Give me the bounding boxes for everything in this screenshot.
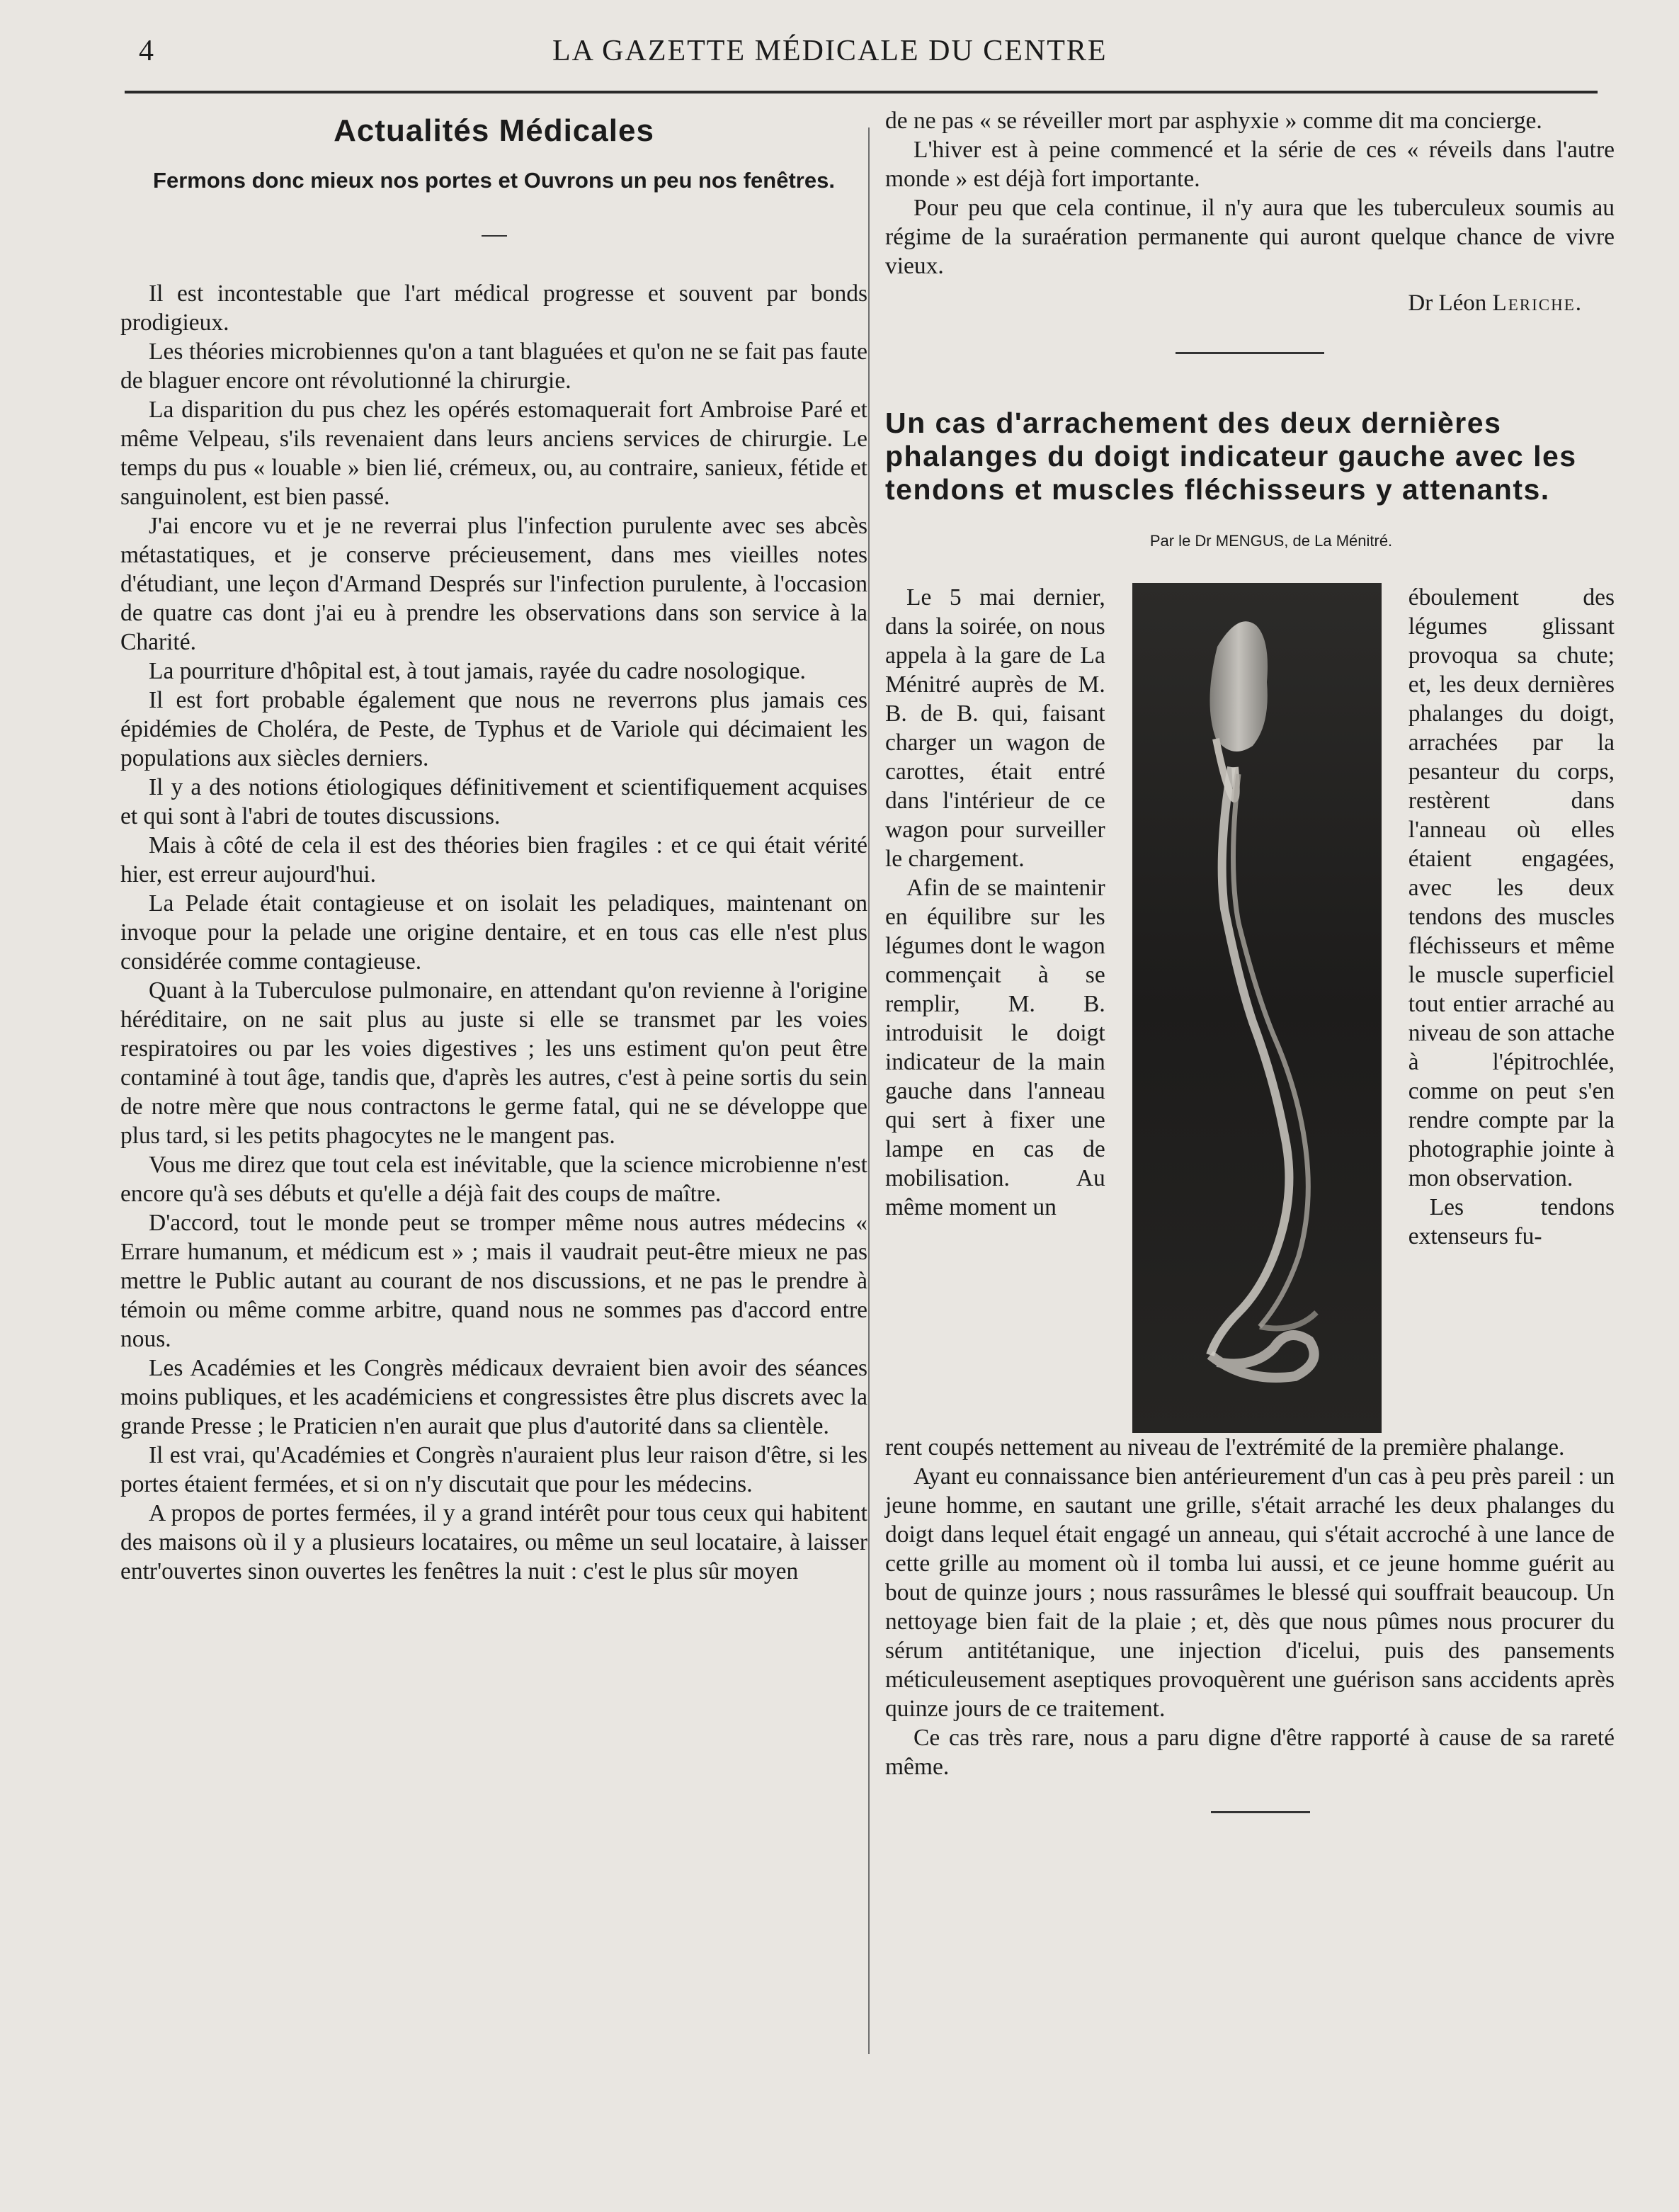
paragraph: Vous me direz que tout cela est inévitable, que la science microbienne n'est encore qu'à ses débuts et qu'elle a déjà fait des coups de maître.: [120, 1152, 867, 1207]
continued-article: [885, 106, 1615, 280]
article-title: Un cas d'arrachement des deux dernières phalanges du doigt indicateur gauche avec les tendons et muscles fléchisseurs y attenants.: [885, 407, 1577, 506]
paragraph: A propos de portes fermées, il y a grand intérêt pour tous ceux qui habitent des maisons où il y a plusieurs locataires, ou même un seul locataire, à laisser entr'ouvertes sinon ouvertes les fenêtres la nuit : c'est le plus sûr moyen: [120, 1500, 867, 1584]
paragraph: Ce cas très rare, nous a paru digne d'être rapporté à cause de sa rareté même.: [885, 1725, 1615, 1780]
paragraph: La disparition du pus chez les opérés estomaquerait fort Ambroise Paré et même Velpeau, s'ils revenaient dans leurs anciens services de chirurgie. Le temps du pus « louable » bien lié, crémeux, ou, au contraire, sanieux, fétide et sanguinolent, est bien passé.: [120, 397, 867, 510]
signature-prefix: Dr Léon: [1408, 290, 1487, 316]
paragraph: Les théories microbiennes qu'on a tant blaguées et qu'on ne se fait pas faute de blaguer encore ont révolutionné la chirurgie.: [120, 339, 867, 394]
section-title: Actualités Médicales: [334, 113, 654, 148]
paragraph: Ayant eu connaissance bien antérieurement d'un cas à peu près pareil : un jeune homme, en sautant une grille, s'était arraché les deux phalanges du doigt dans lequel était engagé un anneau, qui s'était accroché à une lance de cette grille au moment où il tomba lui aussi, et ce jeune homme guérit au bout de quinze jours ; nous rassurâmes le blessé qui souffrait beaucoup. Un nettoyage bien fait de la plaie ; et, dès que nous pûmes nous procurer du sérum antitétanique, une injection d'icelui, puis des pansements méticuleusement aseptiques provoquèrent une guérison sans accidents après quinze jours de ce traitement.: [885, 1463, 1615, 1722]
text-left-of-photo: [885, 583, 1105, 1433]
paragraph: Le 5 mai dernier, dans la soirée, on nous appela à la gare de La Ménitré auprès de M. B. de B. qui, faisant charger un wagon de carottes, était entré dans l'intérieur de ce wagon pour surveiller le chargement.: [885, 584, 1105, 872]
paragraph: Il est incontestable que l'art médical progresse et souvent par bonds prodigieux.: [120, 280, 867, 336]
header-rule: [125, 91, 1598, 93]
paragraph: Mais à côté de cela il est des théories bien fragiles : et ce qui était vérité hier, est erreur aujourd'hui.: [120, 832, 867, 887]
separator-rule: [1176, 352, 1324, 354]
paragraph: La pourriture d'hôpital est, à tout jamais, rayée du cadre nosologique.: [149, 658, 806, 684]
paragraph: Les Académies et les Congrès médicaux devraient bien avoir des séances moins publiques, et les académiciens et congressistes être plus discrets avec la grande Presse ; le Praticien n'en aurait que plus d'autorité dans sa clientèle.: [120, 1355, 867, 1439]
signature-name: Leriche.: [1492, 290, 1583, 316]
left-column: [120, 113, 867, 1586]
paragraph: Il y a des notions étiologiques définitivement et scientifiquement acquises et qui sont à l'abri de toutes discussions.: [120, 774, 867, 829]
column-divider: [868, 127, 870, 2054]
paragraph: Pour peu que cela continue, il n'y aura que les tuberculeux soumis au régime de la suraération permanente qui auront quelque chance de vivre vieux.: [885, 195, 1615, 279]
paragraph: rent coupés nettement au niveau de l'extrémité de la première phalange.: [885, 1434, 1565, 1461]
specimen-photograph: [1132, 583, 1382, 1433]
paragraph: J'ai encore vu et je ne reverrai plus l'infection purulente avec ses abcès métastatiques, et je conserve précieusement, dans mes vieilles notes d'étudiant, une leçon d'Armand Després sur l'infection purulente, à l'occasion de quatre cas dont j'ai eu à prendre les observations dans son service à la Charité.: [120, 513, 867, 655]
end-rule: [1211, 1811, 1310, 1813]
section-subtitle: Fermons donc mieux nos portes et Ouvrons un peu nos fenêtres.: [153, 168, 835, 193]
article-byline: Par le Dr MENGUS, de La Ménitré.: [1149, 532, 1393, 550]
text-below-photo: [885, 1433, 1615, 1781]
paragraph: Quant à la Tuberculose pulmonaire, en attendant qu'on revienne à l'origine héréditaire, on ne sait plus au juste si elle se transmet par les voies respiratoires ou par les voies digestives ; les uns estiment qu'on peut être contaminé à tout âge, tandis que, d'après les autres, c'est à peine sortis du sein de notre mère que nous contractons le germe fatal, qui ne se développe que plus tard, si les petits phagocytes ne le mangent pas.: [120, 977, 867, 1149]
paragraph: Il est fort probable également que nous ne reverrons plus jamais ces épidémies de Choléra, de Peste, de Typhus et de Variole qui décimaient les populations aux siècles derniers.: [120, 687, 867, 771]
right-column: [885, 106, 1615, 1813]
paragraph: D'accord, tout le monde peut se tromper même nous autres médecins « Errare humanum, et médicum est » ; mais il vaudrait peut-être mieux ne pas mettre le Public autant au courant de nos discussions, et ne pas le prendre à témoin ou même comme arbitre, quand nous ne sommes pas d'accord entre nous.: [120, 1210, 867, 1352]
paragraph: Les tendons extenseurs fu-: [1408, 1194, 1615, 1249]
running-head: LA GAZETTE MÉDICALE DU CENTRE: [552, 35, 1108, 67]
paragraph: La Pelade était contagieuse et on isolait les peladiques, maintenant on invoque pour la pelade une origine dentaire, et en tous cas elle n'est plus considérée comme contagieuse.: [120, 890, 867, 975]
title-dash: [482, 235, 507, 237]
finger-tendon-image: [1132, 583, 1382, 1433]
paragraph: Il est vrai, qu'Académies et Congrès n'auraient plus leur raison d'être, si les portes étaient fermées, et si on n'y discutait que pour les médecins.: [120, 1442, 867, 1497]
paragraph: L'hiver est à peine commencé et la série de ces « réveils dans l'autre monde » est déjà fort importante.: [885, 137, 1615, 192]
page-number: 4: [139, 35, 154, 67]
paragraph: Afin de se maintenir en équilibre sur les légumes dont le wagon commençait à se remplir, M. B. introduisit le doigt indicateur de la main gauche dans l'anneau qui sert à fixer une lampe en cas de mobilisation. Au même moment un: [885, 875, 1105, 1220]
paragraph: éboulement des légumes glissant provoqua sa chute; et, les deux dernières phalanges du doigt, arrachées par la pesanteur du corps, restèrent dans l'anneau où elles étaient engagées, avec les deux tendons des muscles fléchisseurs et même le muscle superficiel tout entier arraché au niveau de son attache à l'épitrochlée, comme on peut s'en rendre compte par la photographie jointe à mon observation.: [1408, 584, 1615, 1191]
text-right-of-photo: [1408, 583, 1615, 1433]
article-body: [885, 583, 1615, 1781]
author-signature: [885, 290, 1615, 317]
paragraph: de ne pas « se réveiller mort par asphyxie » comme dit ma concierge.: [885, 108, 1542, 134]
